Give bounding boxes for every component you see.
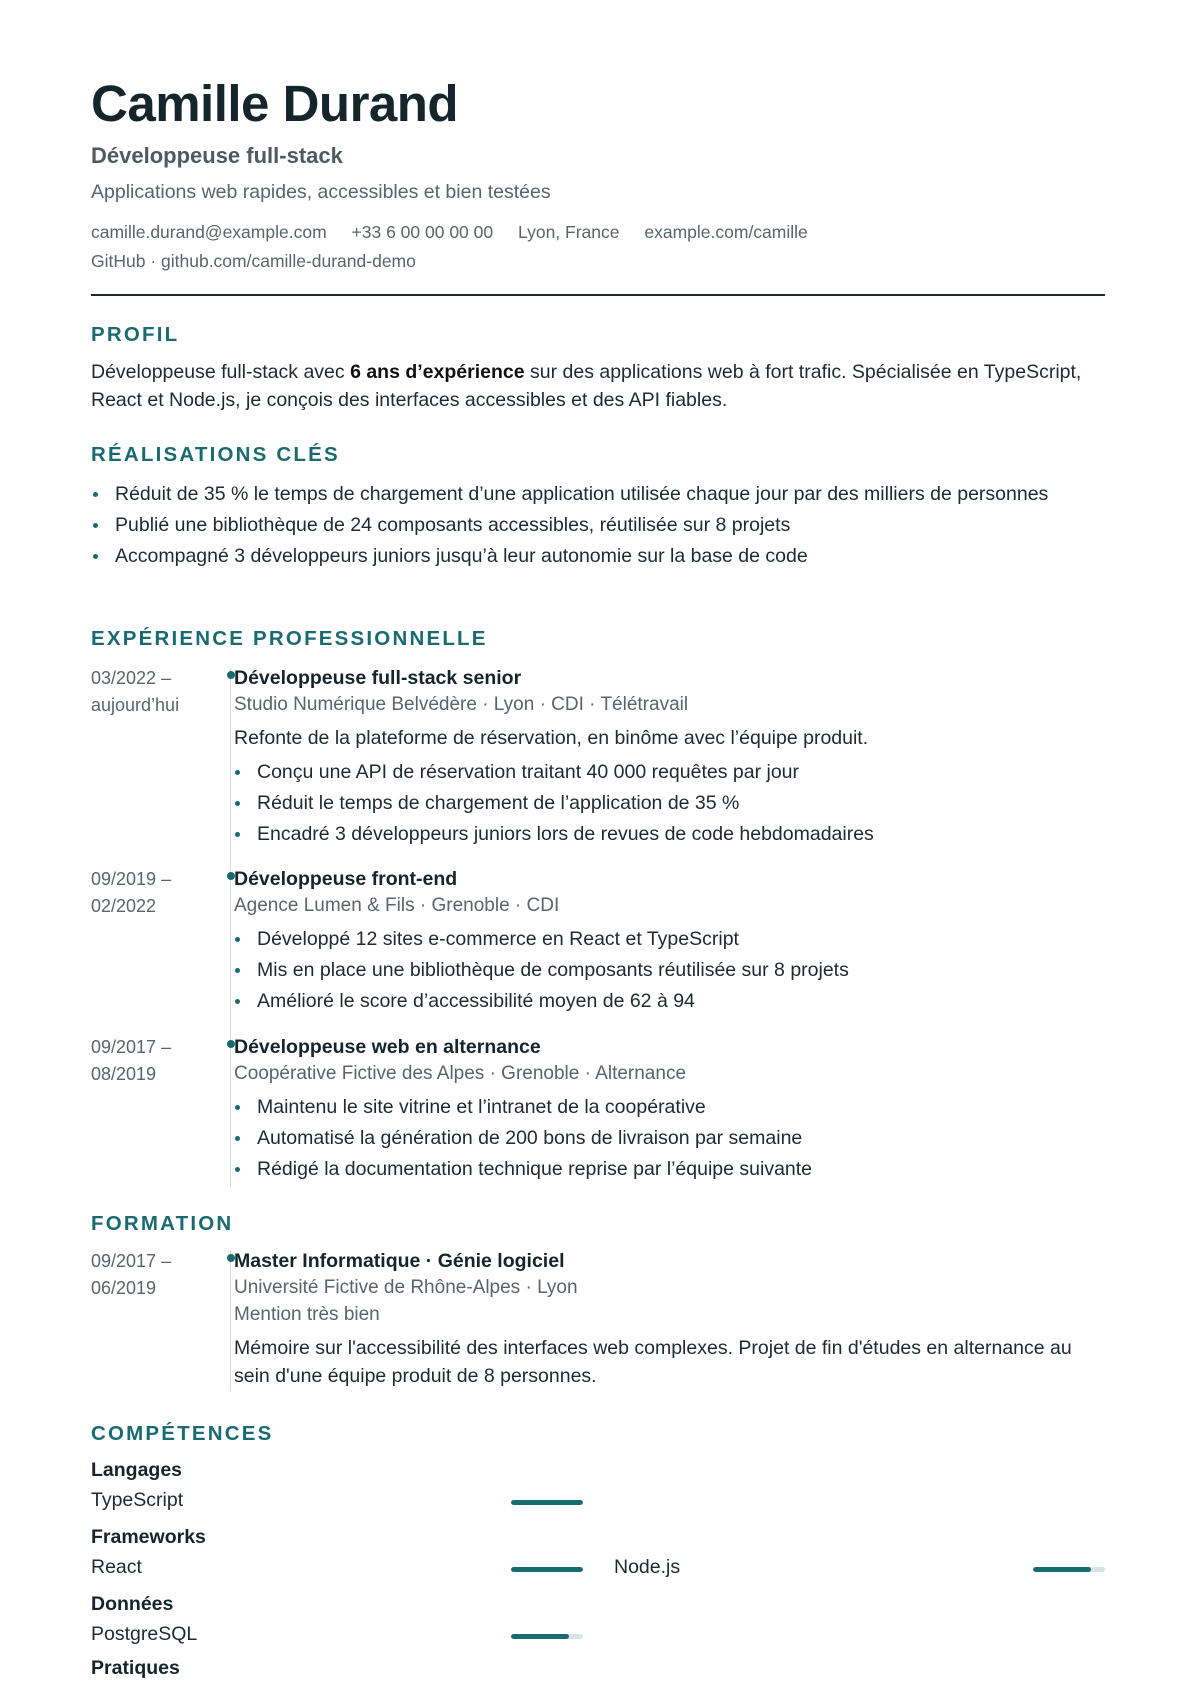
section-title-competences: COMPÉTENCES xyxy=(91,1422,274,1445)
skill-level-bar xyxy=(1033,1567,1105,1572)
skill-category: Pratiques xyxy=(91,1657,180,1679)
timeline-line xyxy=(230,1251,231,1391)
experience-entry xyxy=(91,866,1106,1034)
experience-title: Développeuse front-end xyxy=(234,868,458,890)
education-dates xyxy=(91,1248,211,1302)
date-end: 06/2019 xyxy=(91,1278,157,1298)
experience-bullet: Mis en place une bibliothèque de composants réutilisée sur 8 projets xyxy=(234,956,1104,984)
date-start: 09/2017 – xyxy=(91,1037,172,1057)
skill-category: Données xyxy=(91,1593,174,1615)
experience-bullet: Réduit le temps de chargement de l’application de 35 % xyxy=(234,789,1104,817)
experience-bullets xyxy=(234,758,1104,848)
date-end: 08/2019 xyxy=(91,1064,157,1084)
contact-github[interactable]: GitHub · github.com/camille-durand-demo xyxy=(91,251,416,271)
date-start: 09/2019 – xyxy=(91,869,172,889)
experience-bullets xyxy=(234,1093,1104,1183)
education-title: Master Informatique · Génie logiciel xyxy=(234,1250,565,1272)
header-divider xyxy=(91,294,1105,296)
experience-dates xyxy=(91,1034,211,1088)
skill-level-fill xyxy=(511,1567,583,1572)
skill-name: TypeScript xyxy=(91,1489,184,1511)
contact-line xyxy=(91,222,828,243)
date-end: aujourd’hui xyxy=(91,695,180,715)
section-title-realisations: RÉALISATIONS CLÉS xyxy=(91,443,340,466)
achievement-item: Accompagné 3 développeurs juniors jusqu’à leur autonomie sur la base de code xyxy=(91,542,1091,570)
education-entry xyxy=(91,1248,1106,1388)
experience-title: Développeuse web en alternance xyxy=(234,1036,541,1058)
job-title: Développeuse full-stack xyxy=(91,143,343,168)
experience-bullets xyxy=(234,925,1104,1015)
profile-highlight: 6 ans d’expérience xyxy=(350,361,525,383)
date-start: 09/2017 – xyxy=(91,1251,172,1271)
experience-title: Développeuse full-stack senior xyxy=(234,667,522,689)
experience-bullet: Rédigé la documentation technique reprise par l’équipe suivante xyxy=(234,1155,1104,1183)
tagline: Applications web rapides, accessibles et bien testées xyxy=(91,181,551,203)
achievement-item: Publié une bibliothèque de 24 composants accessibles, réutilisée sur 8 projets xyxy=(91,511,1091,539)
achievement-item: Réduit de 35 % le temps de chargement d’une application utilisée chaque jour par des milliers de personnes xyxy=(91,480,1091,508)
achievements-list xyxy=(91,480,1091,573)
contact-website[interactable]: example.com/camille xyxy=(644,222,808,242)
date-end: 02/2022 xyxy=(91,896,157,916)
contact-email[interactable]: camille.durand@example.com xyxy=(91,222,327,242)
experience-company: Coopérative Fictive des Alpes · Grenoble · Alternance xyxy=(234,1063,687,1084)
contact-location: Lyon, France xyxy=(518,222,620,242)
experience-entry xyxy=(91,665,1106,865)
skill-level-fill xyxy=(511,1634,569,1639)
skill-level-bar xyxy=(511,1500,583,1505)
experience-company: Agence Lumen & Fils · Grenoble · CDI xyxy=(234,895,560,916)
timeline-line xyxy=(230,1037,231,1187)
skill-category: Frameworks xyxy=(91,1526,206,1548)
profile-summary xyxy=(91,358,1091,414)
skill-name: Node.js xyxy=(614,1556,681,1578)
experience-dates xyxy=(91,866,211,920)
section-title-experience: EXPÉRIENCE PROFESSIONNELLE xyxy=(91,627,488,650)
contact-phone[interactable]: +33 6 00 00 00 00 xyxy=(351,222,494,242)
timeline-line xyxy=(230,869,231,1037)
skill-level-fill xyxy=(511,1500,583,1505)
experience-entry xyxy=(91,1034,1106,1184)
experience-dates xyxy=(91,665,211,719)
experience-bullet: Conçu une API de réservation traitant 40 000 requêtes par jour xyxy=(234,758,1104,786)
skill-level-fill xyxy=(1033,1567,1091,1572)
education-description: Mémoire sur l'accessibilité des interfaces web complexes. Projet de fin d'études en alternance au sein d'une équipe produit de 8 personnes. xyxy=(234,1337,1072,1387)
experience-bullet: Amélioré le score d’accessibilité moyen de 62 à 94 xyxy=(234,987,1104,1015)
profile-text-end: sur des applications web à fort trafic. Spécialisée en TypeScript, React et Node.js, je conçois des interfaces accessibles et des API fiables. xyxy=(91,361,1082,411)
skill-level-bar xyxy=(511,1634,583,1639)
profile-text-start: Développeuse full-stack avec xyxy=(91,361,351,383)
experience-bullet: Développé 12 sites e-commerce en React et TypeScript xyxy=(234,925,1104,953)
section-title-formation: FORMATION xyxy=(91,1212,234,1235)
experience-description: Refonte de la plateforme de réservation, en binôme avec l’équipe produit. xyxy=(234,727,869,749)
experience-bullet: Automatisé la génération de 200 bons de livraison par semaine xyxy=(234,1124,1104,1152)
section-title-profil: PROFIL xyxy=(91,323,180,346)
education-mention: Mention très bien xyxy=(234,1304,380,1325)
experience-bullet: Encadré 3 développeurs juniors lors de revues de code hebdomadaires xyxy=(234,820,1104,848)
candidate-name: Camille Durand xyxy=(91,75,459,132)
skill-level-bar xyxy=(511,1567,583,1572)
skill-category: Langages xyxy=(91,1459,183,1481)
skill-name: PostgreSQL xyxy=(91,1623,198,1645)
education-school: Université Fictive de Rhône-Alpes · Lyon xyxy=(234,1277,578,1298)
timeline-line xyxy=(230,668,231,868)
date-start: 03/2022 – xyxy=(91,668,172,688)
experience-bullet: Maintenu le site vitrine et l’intranet de la coopérative xyxy=(234,1093,1104,1121)
experience-company: Studio Numérique Belvédère · Lyon · CDI · Télétravail xyxy=(234,694,689,715)
skill-name: React xyxy=(91,1556,142,1578)
